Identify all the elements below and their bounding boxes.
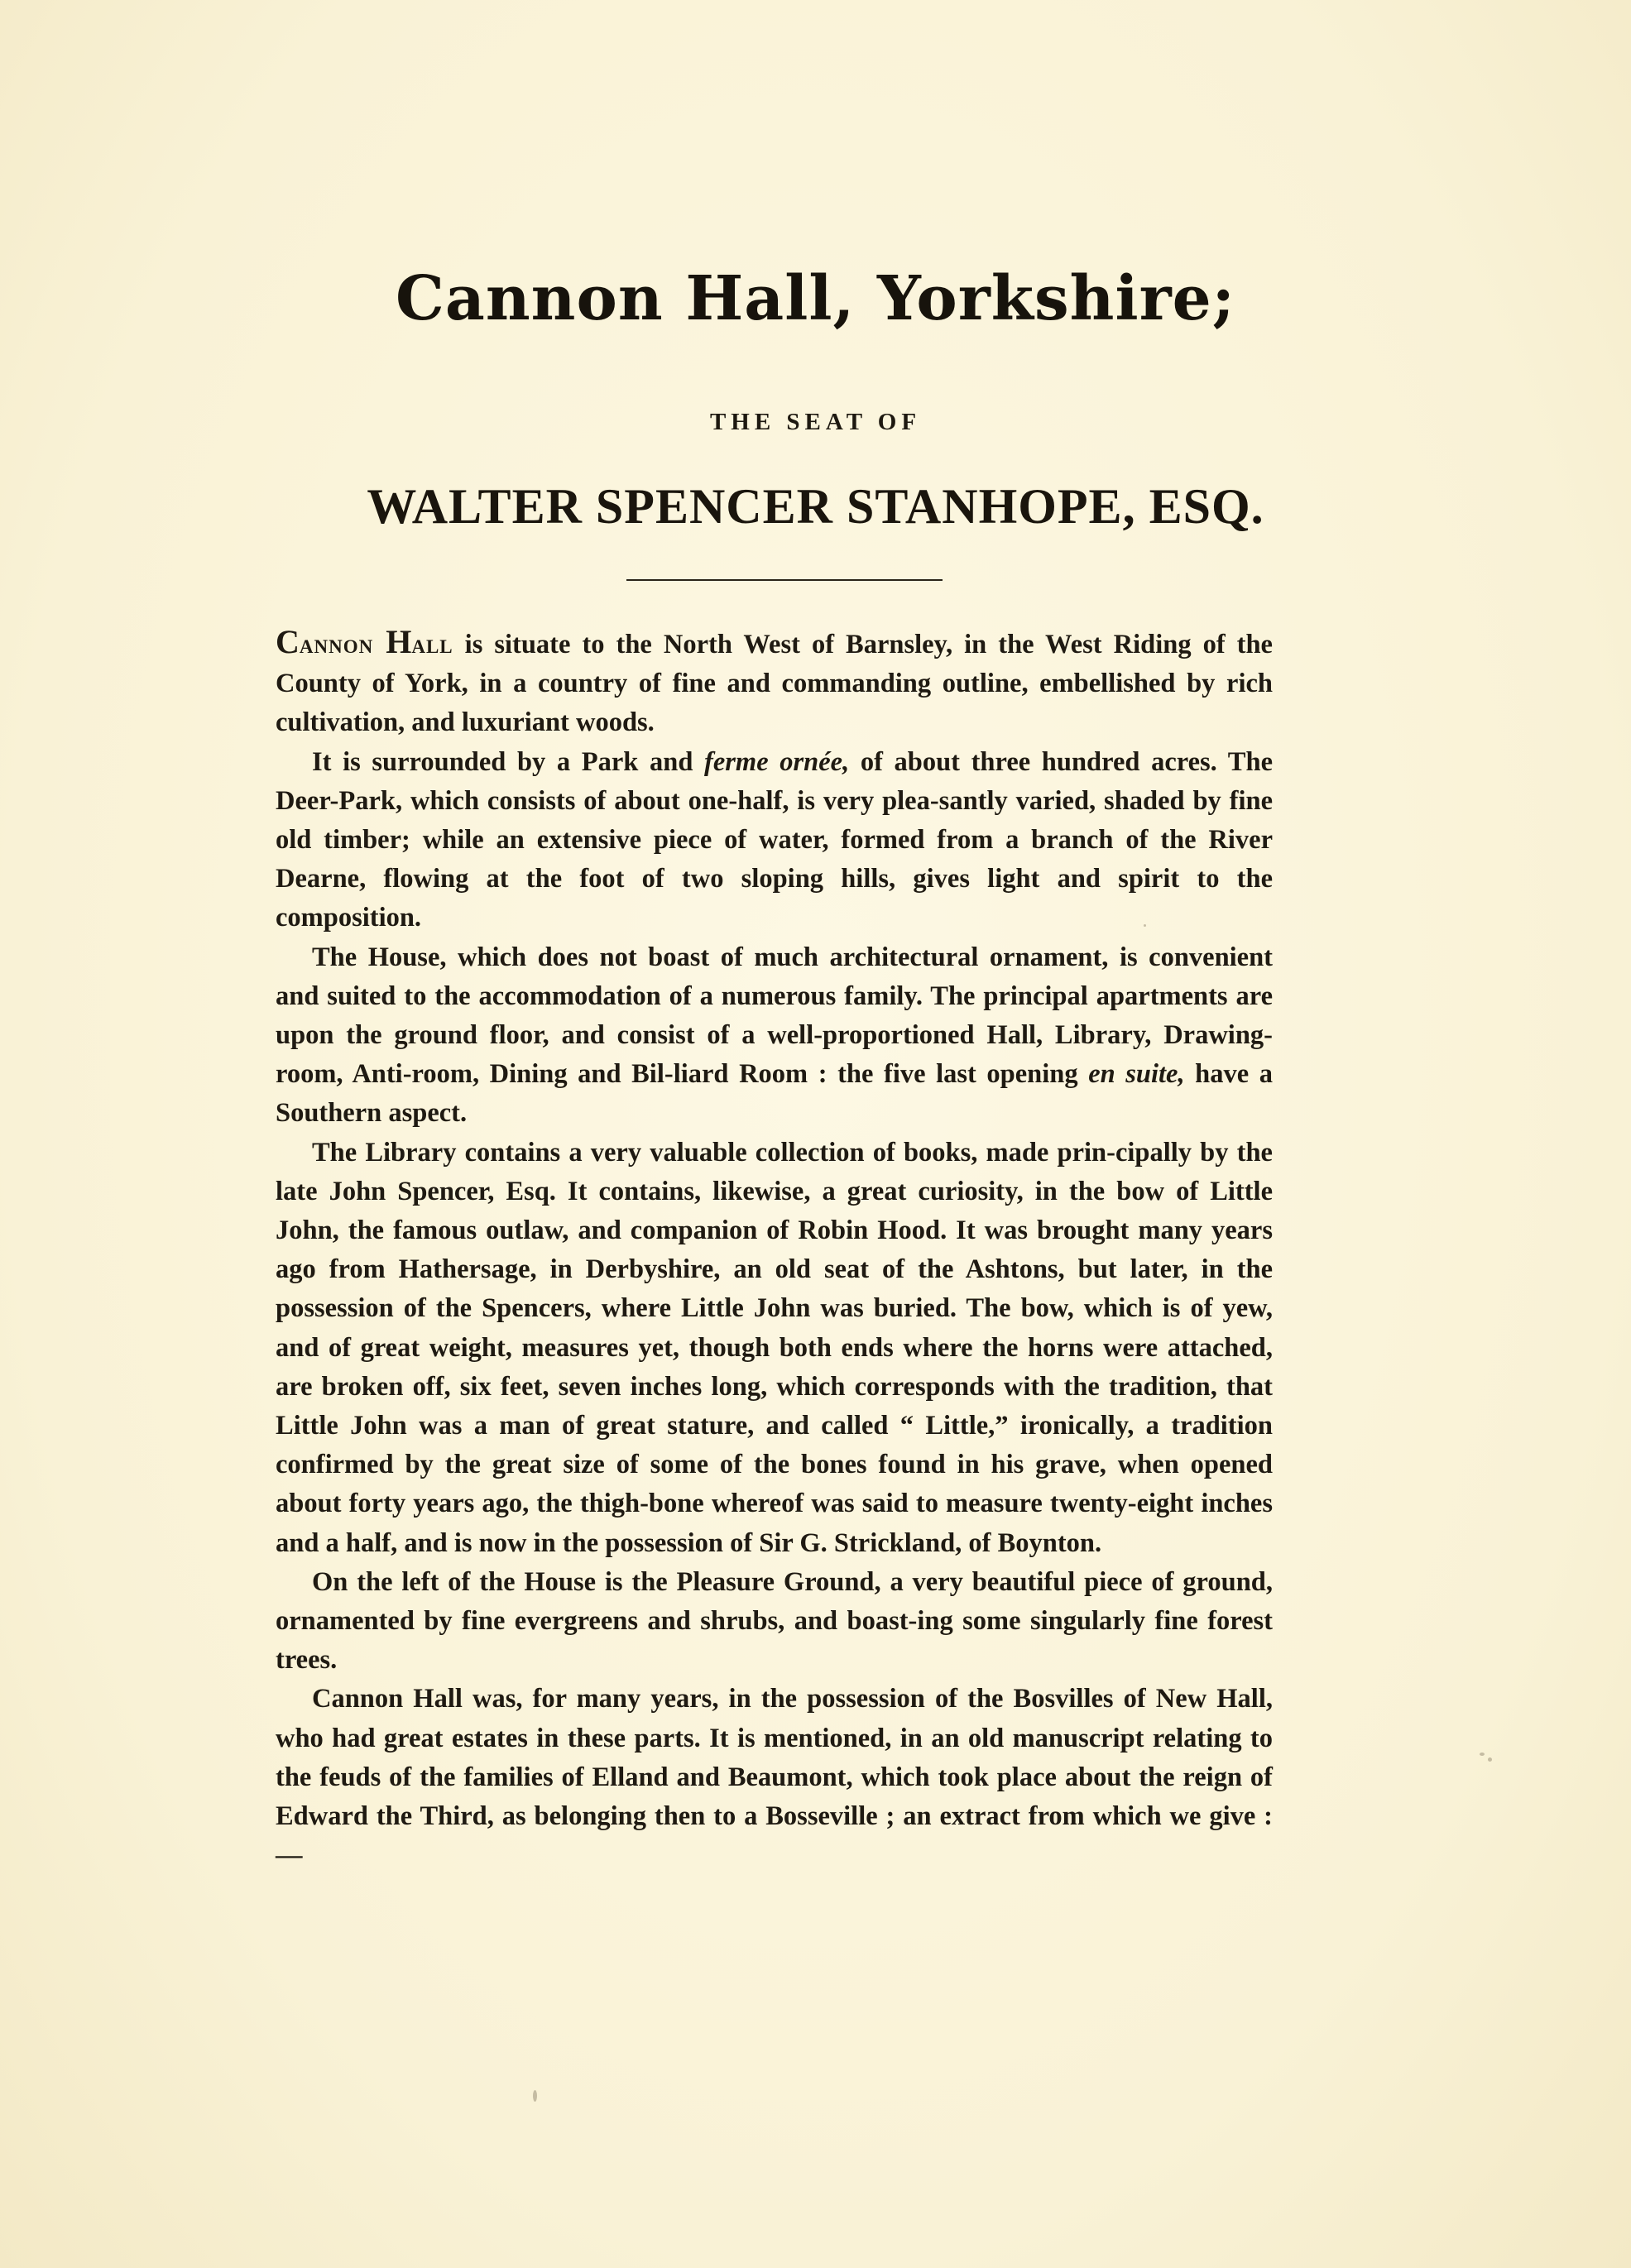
paragraph-6: Cannon Hall was, for many years, in the possession of the Bosvilles of New Hall, who had great estates in these parts. It is mentioned, in an old manuscript relating to the feuds of the families of Elland and Beaumont, which took place about the reign of Edward the Third, as belonging then to a Bosseville ; an extract from which we give :— xyxy=(276,1684,1273,1871)
paragraph-2-italic: ferme ornée, xyxy=(704,746,850,777)
owner-name: WALTER SPENCER STANHOPE, ESQ. xyxy=(367,479,1264,534)
paragraph-2 xyxy=(276,743,1273,938)
paper-speck xyxy=(533,2090,537,2102)
subtitle: THE SEAT OF xyxy=(709,409,922,435)
paragraph-2-text-a: It is surrounded by a Park and xyxy=(312,746,705,777)
paragraph-3 xyxy=(276,938,1273,1134)
paragraph-1 xyxy=(276,622,1273,743)
paper-speck xyxy=(1144,924,1146,927)
paragraph-4: The Library contains a very valuable collection of books, made prin-cipally by the late John Spencer, Esq. It contains, likewise, a great curiosity, in the bow of Little John, the famous outlaw, and companion of Robin Hood. It was brought many years ago from Hathersage, in Derbyshire, an old seat of the Ashtons, but later, in the possession of the Spencers, where Little John was buried. The bow, which is of yew, and of great weight, measures yet, though both ends where the horns were attached, are broken off, six feet, seven inches long, which corresponds with the tradition, that Little John was a man of great stature, and called “ Little,” ironically, a tradition confirmed by the great size of some of the bones found in his grave, when opened about forty years ago, the thigh-bone whereof was said to measure twenty-eight inches and a half, and is now in the possession of Sir G. Strickland, of Boynton. xyxy=(276,1137,1273,1558)
small-caps-all: all xyxy=(411,630,453,659)
paragraph-5: On the left of the House is the Pleasure Ground, a very beautiful piece of ground, ornamented by fine evergreens and shrubs, and boast-ing some singularly fine forest trees. xyxy=(276,1566,1273,1676)
paper-speck xyxy=(1488,1757,1492,1762)
drop-initial-h: H xyxy=(386,623,412,660)
paragraph-3-text-a: The House, which does not boast of much architectural ornament, is convenient and suited to the accommodation of a numerous family. The principal apartments are upon the ground floor, and consist of a well-proportioned Hall, Library, Drawing-room, Anti-room, Dining and Bil-liard Room : the five last opening xyxy=(276,942,1273,1090)
paragraph-1-text: is situate to the North West of Barnsley, in the West Riding of the County of York, in a country of fine and commanding outline, embellished by rich cultivation, and luxuriant woods. xyxy=(276,630,1273,738)
page-title: Cannon Hall, Yorkshire; xyxy=(396,263,1235,334)
divider-rule xyxy=(626,579,943,581)
paragraph-3-italic: en suite, xyxy=(1088,1059,1185,1090)
body-text xyxy=(276,622,1273,1876)
paragraph-3-text-b: have a Southern aspect. xyxy=(276,1059,1274,1129)
paragraph-2-text-b: of about three hundred acres. The Deer-Park, which consists of about one-half, is very plea-santly varied, shaded by fine old timber; while an extensive piece of water, formed from a branch of the River Dearne, flowing at the foot of two sloping hills, gives light and spirit to the composition. xyxy=(276,746,1273,933)
drop-initial-c: C xyxy=(276,623,300,660)
small-caps-annon: annon xyxy=(299,630,386,659)
paper-speck xyxy=(1480,1753,1485,1756)
